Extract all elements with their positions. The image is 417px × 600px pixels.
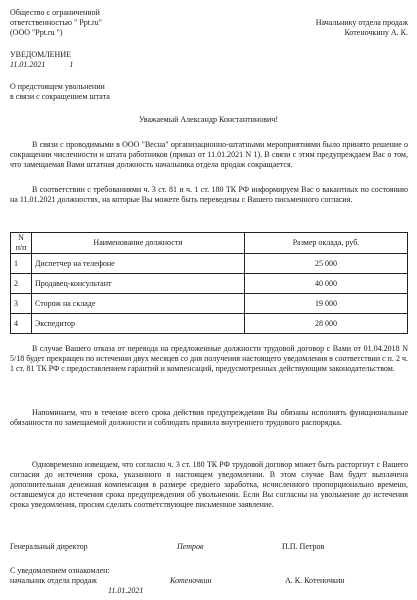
- director-signature: Петров: [177, 542, 204, 551]
- paragraph-duties: Напоминаем, что в течение всего срока действия предупреждения Вы обязаны исполнять функциональные обязанности по замещаемой должности и соблюдать правила внутреннего трудового распорядка.: [10, 408, 408, 427]
- paragraph-termination: В случае Вашего отказа от перевода на предложенные должности трудовой договор с Вами от 01.04.2018 N 5/18 будет прекращен по истечении двух месяцев со дня получения настоящего уведомления в соответствии с п. 2 ч. 1 ст. 81 ТК РФ с предоставлением гарантий и компенсаций, предусмотренных действующим законодательством.: [10, 344, 408, 373]
- row-position: Продавец-консультант: [32, 274, 245, 294]
- vacancies-table: [10, 232, 408, 334]
- subject-line-2: в связи с сокращением штата: [10, 92, 110, 101]
- organization-line-1: Общество с ограниченной: [10, 8, 100, 17]
- table-row: [11, 254, 408, 274]
- row-number: 2: [11, 274, 32, 294]
- addressee-line-1: Начальнику отдела продаж: [315, 18, 408, 27]
- greeting: Уважаемый Александр Константинович!: [139, 115, 278, 124]
- row-position: Экспедитор: [32, 314, 245, 334]
- paragraph-vacancies-intro: В соответствии с требованиями ч. 3 ст. 81 и ч. 1 ст. 180 ТК РФ информируем Вас о вакантных по состоянию на 11.01.2021 должностях, на которые Вы можете быть переведены с Вашего письменного согласия.: [10, 185, 408, 204]
- row-salary: 40 000: [244, 274, 407, 294]
- row-salary: 19 000: [244, 294, 407, 314]
- acknowledgement-date: 11.01.2021: [108, 586, 144, 595]
- employee-signature: Котеночкин: [170, 576, 212, 585]
- notice-title: УВЕДОМЛЕНИЕ: [10, 50, 71, 59]
- paragraph-reorganization: В связи с проводимыми в ООО "Весна" организационно-штатными мероприятиями было принято решение о сокращении численности и штата работников (приказ от 11.01.2021 N 1). В связи с этим предупреждаем Вас о том, что замещаемая Вами штатная должность начальника отдела продаж сокращается.: [10, 140, 408, 169]
- acknowledgement-title: С уведомлением ознакомлен:: [10, 566, 110, 575]
- row-number: 3: [11, 294, 32, 314]
- notice-date: 11.01.2021: [10, 60, 46, 69]
- subject-line-1: О предстоящем увольнении: [10, 82, 105, 91]
- organization-line-2: ответственностью " Ppt.ru": [10, 18, 102, 27]
- organization-header: [10, 8, 160, 38]
- row-position: Сторож на складе: [32, 294, 245, 314]
- table-row: [11, 274, 408, 294]
- column-header-position: Наименование должности: [32, 233, 245, 254]
- employee-name: А. К. Котеночкин: [285, 576, 345, 585]
- addressee-block: [278, 18, 408, 38]
- table-row: [11, 294, 408, 314]
- table-row: [11, 314, 408, 334]
- row-number: 1: [11, 254, 32, 274]
- director-role: Генеральный директор: [10, 542, 88, 551]
- director-name: П.П. Петров: [282, 542, 325, 551]
- row-position: Диспетчер на телефоне: [32, 254, 245, 274]
- table-header-row: [11, 233, 408, 254]
- row-salary: 25 000: [244, 254, 407, 274]
- column-header-number: N п/п: [11, 233, 32, 254]
- column-header-salary: Размер оклада, руб.: [244, 233, 407, 254]
- director-signature-row: [10, 542, 408, 554]
- row-number: 4: [11, 314, 32, 334]
- subject-block: [10, 82, 170, 102]
- acknowledgement-row: [10, 576, 408, 586]
- organization-line-3: (ООО "Ppt.ru "): [10, 28, 63, 37]
- row-salary: 28 000: [244, 314, 407, 334]
- addressee-line-2: Котеночкину А. К.: [344, 28, 408, 37]
- notice-date-line: [10, 60, 73, 70]
- paragraph-early-termination: Одновременно извещаем, что согласно ч. 3 ст. 180 ТК РФ трудовой договор может быть расторгнут с Вашего согласия до истечения срока, указанного в настоящем уведомлении. В этом случае Вам будет выплачена дополнительная денежная компенсация в размере среднего заработка, исчисленного пропорционально времени, оставшемуся до истечения срока предупреждения об увольнении. Если Вы согласны на увольнение до истечения срока уведомления, просим сделать соответствующее письменное заявление.: [10, 460, 408, 509]
- notice-number: 1: [69, 60, 74, 69]
- employee-role: начальник отдела продаж: [10, 576, 97, 585]
